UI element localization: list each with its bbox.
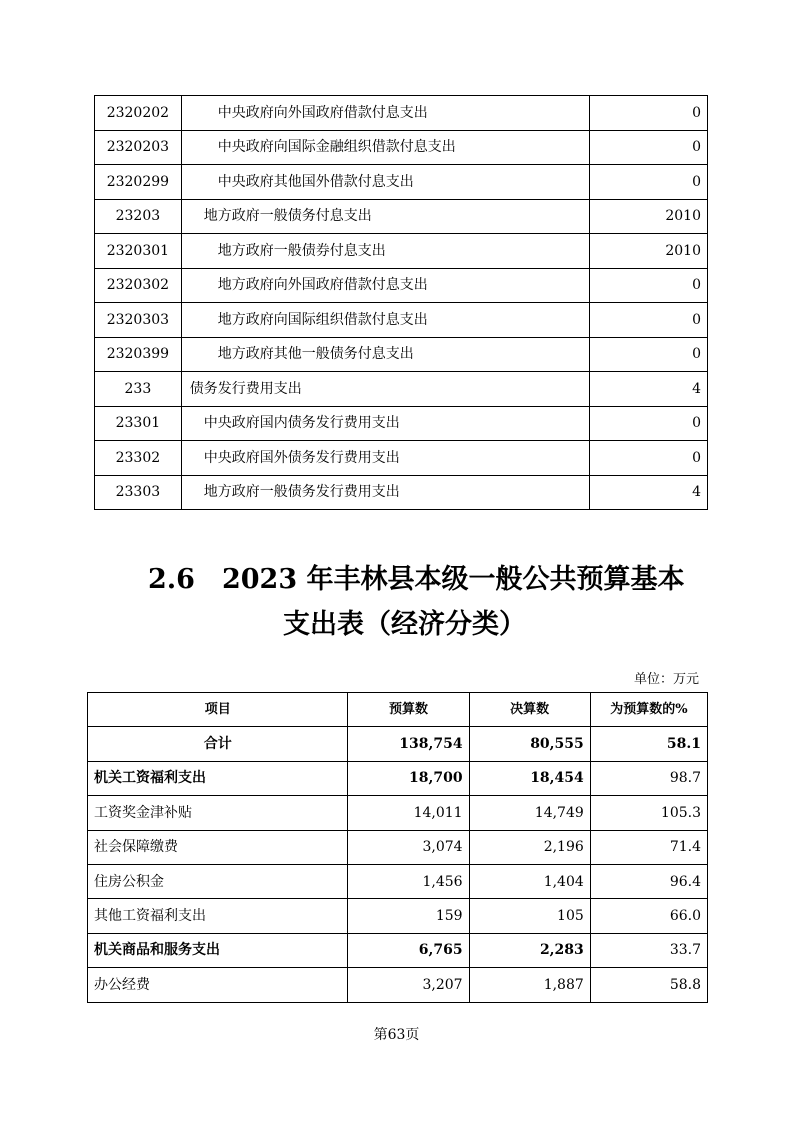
budget-cell: 138,754 [348,727,469,761]
subject-name: 中央政府向外国政府借款付息支出 [181,96,590,131]
subject-name: 中央政府其他国外借款付息支出 [181,165,590,200]
table-row [95,130,708,165]
actual-cell: 105 [469,899,590,933]
table-row [88,761,708,795]
percent-cell: 66.0 [590,899,707,933]
subject-code: 23303 [95,475,182,510]
table-row [95,96,708,131]
amount-cell: 4 [590,475,708,510]
subject-name: 地方政府向国际组织借款付息支出 [181,303,590,338]
subject-code: 23301 [95,406,182,441]
actual-cell: 14,749 [469,796,590,830]
item-cell: 合计 [88,727,348,761]
amount-cell: 0 [590,303,708,338]
subject-name: 中央政府国内债务发行费用支出 [181,406,590,441]
subject-code: 2320299 [95,165,182,200]
percent-cell: 96.4 [590,864,707,898]
budget-cell: 159 [348,899,469,933]
table-row [95,475,708,510]
debt-interest-table [94,95,708,510]
amount-cell: 0 [590,165,708,200]
table-row [95,441,708,476]
subject-code: 23302 [95,441,182,476]
table-row [95,199,708,234]
actual-cell: 2,196 [469,830,590,864]
percent-cell: 71.4 [590,830,707,864]
table-row [95,268,708,303]
item-cell: 住房公积金 [88,864,348,898]
subject-name: 地方政府一般债务付息支出 [181,199,590,234]
subject-code: 2320303 [95,303,182,338]
amount-cell: 2010 [590,234,708,269]
table-row [88,968,708,1002]
amount-cell: 0 [590,406,708,441]
section-title-line-1: 2.6 2023 年丰林县本级一般公共预算基本 [148,564,685,595]
subject-code: 2320301 [95,234,182,269]
table-row-total [88,727,708,761]
table-header-row [88,693,708,727]
section-title-line-2: 支出表（经济分类） [283,609,526,640]
actual-cell: 18,454 [469,761,590,795]
unit-label: 单位：万元 [633,672,699,687]
amount-cell: 0 [590,96,708,131]
actual-cell: 80,555 [469,727,590,761]
subject-code: 2320203 [95,130,182,165]
budget-cell: 14,011 [348,796,469,830]
table-row [95,165,708,200]
item-cell: 社会保障缴费 [88,830,348,864]
actual-cell: 1,887 [469,968,590,1002]
header-percent: 为预算数的% [590,693,707,727]
item-cell: 办公经费 [88,968,348,1002]
budget-cell: 1,456 [348,864,469,898]
header-actual: 决算数 [469,693,590,727]
budget-cell: 6,765 [348,933,469,967]
amount-cell: 0 [590,441,708,476]
table-row [95,372,708,407]
actual-cell: 2,283 [469,933,590,967]
subject-code: 2320302 [95,268,182,303]
subject-name: 中央政府国外债务发行费用支出 [181,441,590,476]
table-row [88,830,708,864]
item-cell: 工资奖金津补贴 [88,796,348,830]
percent-cell: 98.7 [590,761,707,795]
item-cell: 机关工资福利支出 [88,761,348,795]
percent-cell: 58.8 [590,968,707,1002]
amount-cell: 4 [590,372,708,407]
table-row [88,933,708,967]
table-row [88,796,708,830]
subject-code: 233 [95,372,182,407]
subject-code: 2320202 [95,96,182,131]
budget-cell: 18,700 [348,761,469,795]
header-budget: 预算数 [348,693,469,727]
item-cell: 机关商品和服务支出 [88,933,348,967]
budget-cell: 3,074 [348,830,469,864]
subject-name: 地方政府一般债务发行费用支出 [181,475,590,510]
amount-cell: 2010 [590,199,708,234]
amount-cell: 0 [590,337,708,372]
percent-cell: 105.3 [590,796,707,830]
subject-name: 债务发行费用支出 [181,372,590,407]
table-row [95,234,708,269]
percent-cell: 58.1 [590,727,707,761]
economic-classification-table [87,692,708,1003]
table-row [95,337,708,372]
subject-code: 2320399 [95,337,182,372]
subject-name: 地方政府一般债券付息支出 [181,234,590,269]
table-row [88,864,708,898]
subject-name: 中央政府向国际金融组织借款付息支出 [181,130,590,165]
item-cell: 其他工资福利支出 [88,899,348,933]
subject-name: 地方政府向外国政府借款付息支出 [181,268,590,303]
page-number: 第63页 [373,1027,420,1043]
table-row [95,303,708,338]
amount-cell: 0 [590,268,708,303]
table-row [88,899,708,933]
actual-cell: 1,404 [469,864,590,898]
header-item: 项目 [88,693,348,727]
table-row [95,406,708,441]
subject-name: 地方政府其他一般债务付息支出 [181,337,590,372]
subject-code: 23203 [95,199,182,234]
budget-cell: 3,207 [348,968,469,1002]
percent-cell: 33.7 [590,933,707,967]
amount-cell: 0 [590,130,708,165]
